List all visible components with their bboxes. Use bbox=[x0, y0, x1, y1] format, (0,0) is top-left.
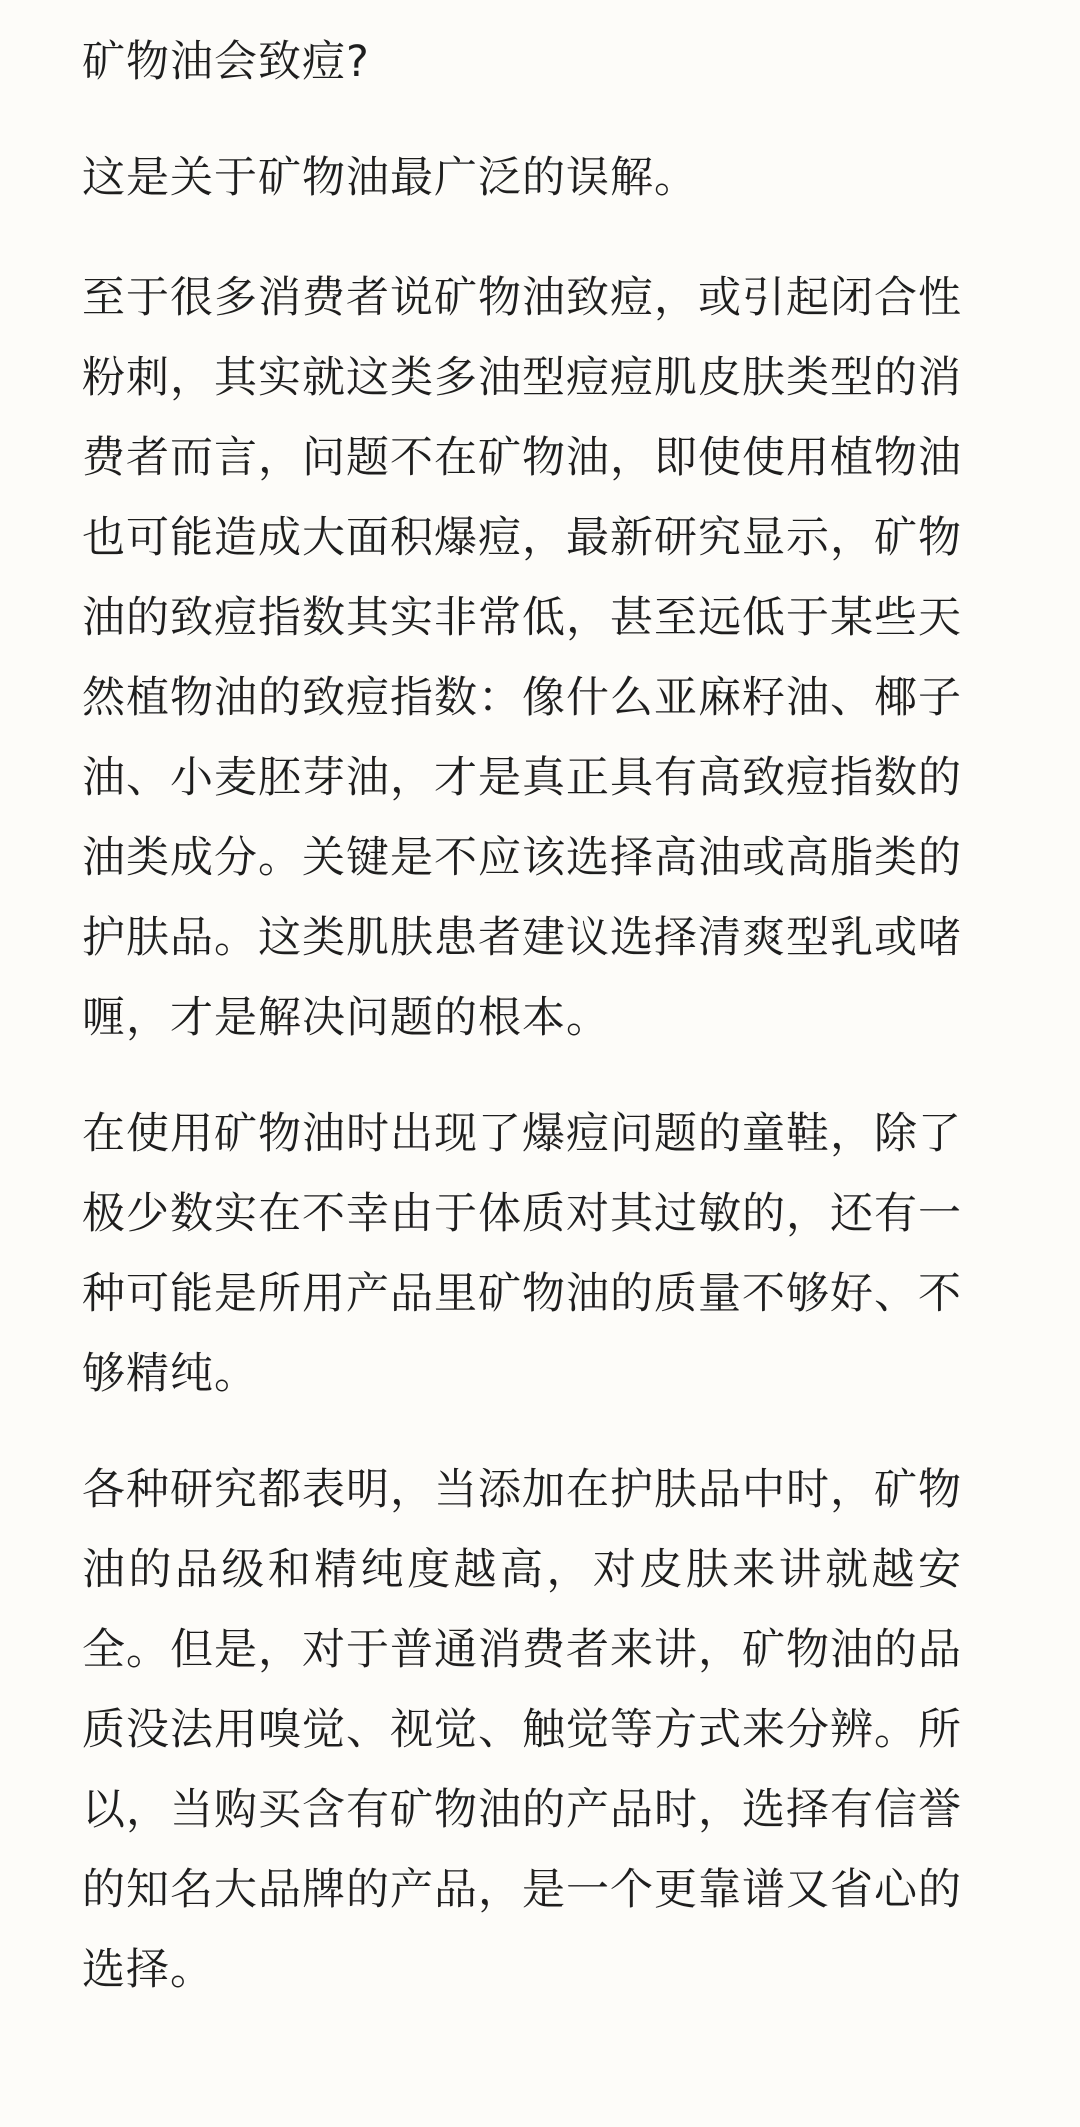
intro-paragraph: 这是关于矿物油最广泛的误解。 bbox=[82, 153, 698, 203]
paragraph-comedogenic-index: 至于很多消费者说矿物油致痘，或引起闭合性粉刺，其实就这类多油型痘痘肌皮肤类型的消费者而言，问题不在矿物油，即使使用植物油也可能造成大面积爆痘，最新研究显示，矿物油的致痘指数其实非常低，甚至远低于某些天然植物油的致痘指数：像什么亚麻籽油、椰子油、小麦胚芽油，才是真正具有高致痘指数的油类成分。关键是不应该选择高油或高脂类的护肤品。这类肌肤患者建议选择清爽型乳或啫喱，才是解决问题的根本。 bbox=[82, 273, 962, 1043]
article-body bbox=[82, 22, 962, 2010]
article-title-line: 矿物油会致痘? bbox=[82, 37, 370, 87]
paragraph-quality-issue: 在使用矿物油时出现了爆痘问题的童鞋，除了极少数实在不幸由于体质对其过敏的，还有一种可能是所用产品里矿物油的质量不够好、不够精纯。 bbox=[82, 1109, 962, 1399]
paragraph-brand-advice: 各种研究都表明，当添加在护肤品中时，矿物油的品级和精纯度越高，对皮肤来讲就越安全。但是，对于普通消费者来讲，矿物油的品质没法用嗅觉、视觉、触觉等方式来分辨。所以，当购买含有矿物油的产品时，选择有信誉的知名大品牌的产品，是一个更靠谱又省心的选择。 bbox=[82, 1465, 962, 1995]
